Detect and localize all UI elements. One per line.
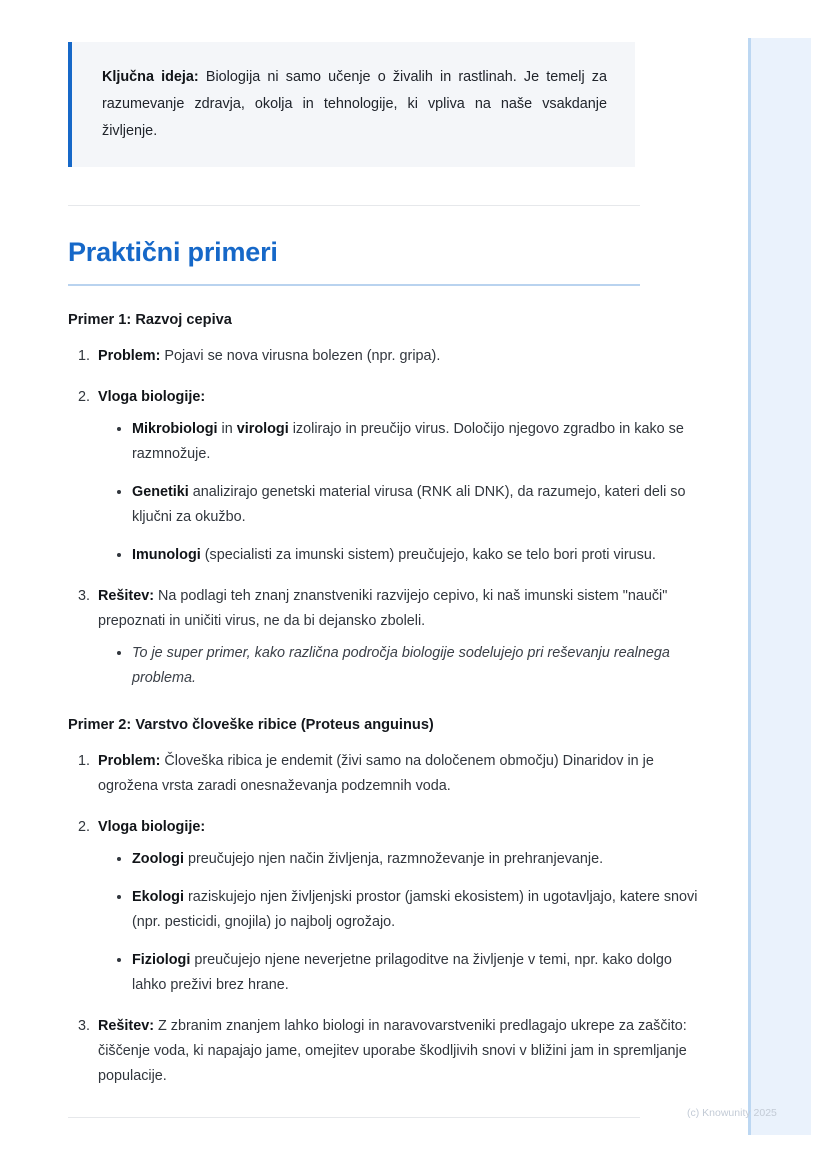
step-text: Pojavi se nova virusna bolezen (npr. gripa). [160,348,441,364]
sub-item-text: To je super primer, kako različna področja biologije sodelujejo pri reševanju realnega problema. [132,645,670,686]
example-step [94,1014,700,1089]
watermark: (c) Knowunity 2025 [687,1107,777,1119]
example-step [94,815,700,998]
step-sub-item [116,948,700,998]
sub-item-text: in [217,421,237,437]
sub-item-label: Genetiki [132,484,189,500]
key-idea-body: Biologija ni samo učenje o živalih in rastlinah. Je temelj za razumevanje zdravja, okolja in tehnologije, ki vpliva na naše vsakdanje življenje. [102,69,607,139]
divider-top [68,205,640,206]
step-text: Z zbranim znanjem lahko biologi in naravovarstveniki predlagajo ukrepe za zaščito: čiščenje voda, ki napajajo jame, omejitev uporabe škodljivih snovi v bližini jam in spremljanje populacije. [98,1018,687,1084]
sub-item-text: raziskujejo njen življenjski prostor (jamski ekosistem) in ugotavljajo, katere snovi (npr. pesticidi, gnojila) jo najbolj ogrožajo. [132,889,698,930]
sub-item-label-2: virologi [236,421,289,437]
title-underline [68,284,640,286]
key-idea-label: Ključna ideja: [102,69,199,85]
step-sub-item [116,417,700,467]
example-step [94,749,700,799]
example-step [94,584,700,691]
divider-bottom [68,1117,640,1118]
example-step [94,344,700,369]
sub-item-text-2: izolirajo in preučijo virus. Določijo njegovo zgradbo in kako se razmnožuje. [132,421,684,462]
sub-item-text: (specialisti za imunski sistem) preučujejo, kako se telo bori proti virusu. [200,547,656,563]
example-title: Primer 2: Varstvo človeške ribice (Proteus anguinus) [68,717,434,733]
sub-item-label: Zoologi [132,851,184,867]
step-label: Rešitev: [98,1018,154,1034]
step-sub-item [116,543,700,568]
example-step-list [68,749,700,1089]
sub-item-text: analizirajo genetski material virusa (RNK ali DNK), da razumejo, kateri deli so ključni za okužbo. [132,484,686,525]
step-sub-item [116,885,700,935]
step-label: Vloga biologije: [98,819,206,835]
example-step [94,385,700,568]
step-sub-list [98,847,700,998]
step-label: Problem: [98,753,161,769]
example-step-list [68,344,700,691]
step-label: Rešitev: [98,588,154,604]
step-sub-list [98,417,700,568]
right-side-panel [748,38,811,1135]
step-label: Vloga biologije: [98,389,206,405]
example-title: Primer 1: Razvoj cepiva [68,312,232,328]
page-title: Praktični primeri [68,237,278,267]
step-text: Na podlagi teh znanj znanstveniki razvijejo cepivo, ki naš imunski sistem "nauči" prepoznati in uničiti virus, ne da bi dejansko zboleli. [98,588,668,629]
key-idea-text [102,64,607,145]
sub-item-label: Fiziologi [132,952,191,968]
step-sub-item [116,847,700,872]
key-idea-callout [68,42,635,167]
sub-item-label: Imunologi [132,547,201,563]
sub-item-text: preučujejo njen način življenja, razmnoževanje in prehranjevanje. [183,851,604,867]
step-sub-item [116,641,700,691]
sub-item-label: Ekologi [132,889,184,905]
step-sub-item [116,480,700,530]
examples-container [68,310,700,1089]
step-text: Človeška ribica je endemit (živi samo na določenem območju) Dinaridov in je ogrožena vrsta zaradi onesnaževanja podzemnih voda. [98,753,654,794]
sub-item-text: preučujejo njene neverjetne prilagoditve na življenje v temi, npr. kako dolgo lahko preživi brez hrane. [132,952,672,993]
step-label: Problem: [98,348,161,364]
step-sub-list [98,641,700,691]
sub-item-label: Mikrobiologi [132,421,218,437]
